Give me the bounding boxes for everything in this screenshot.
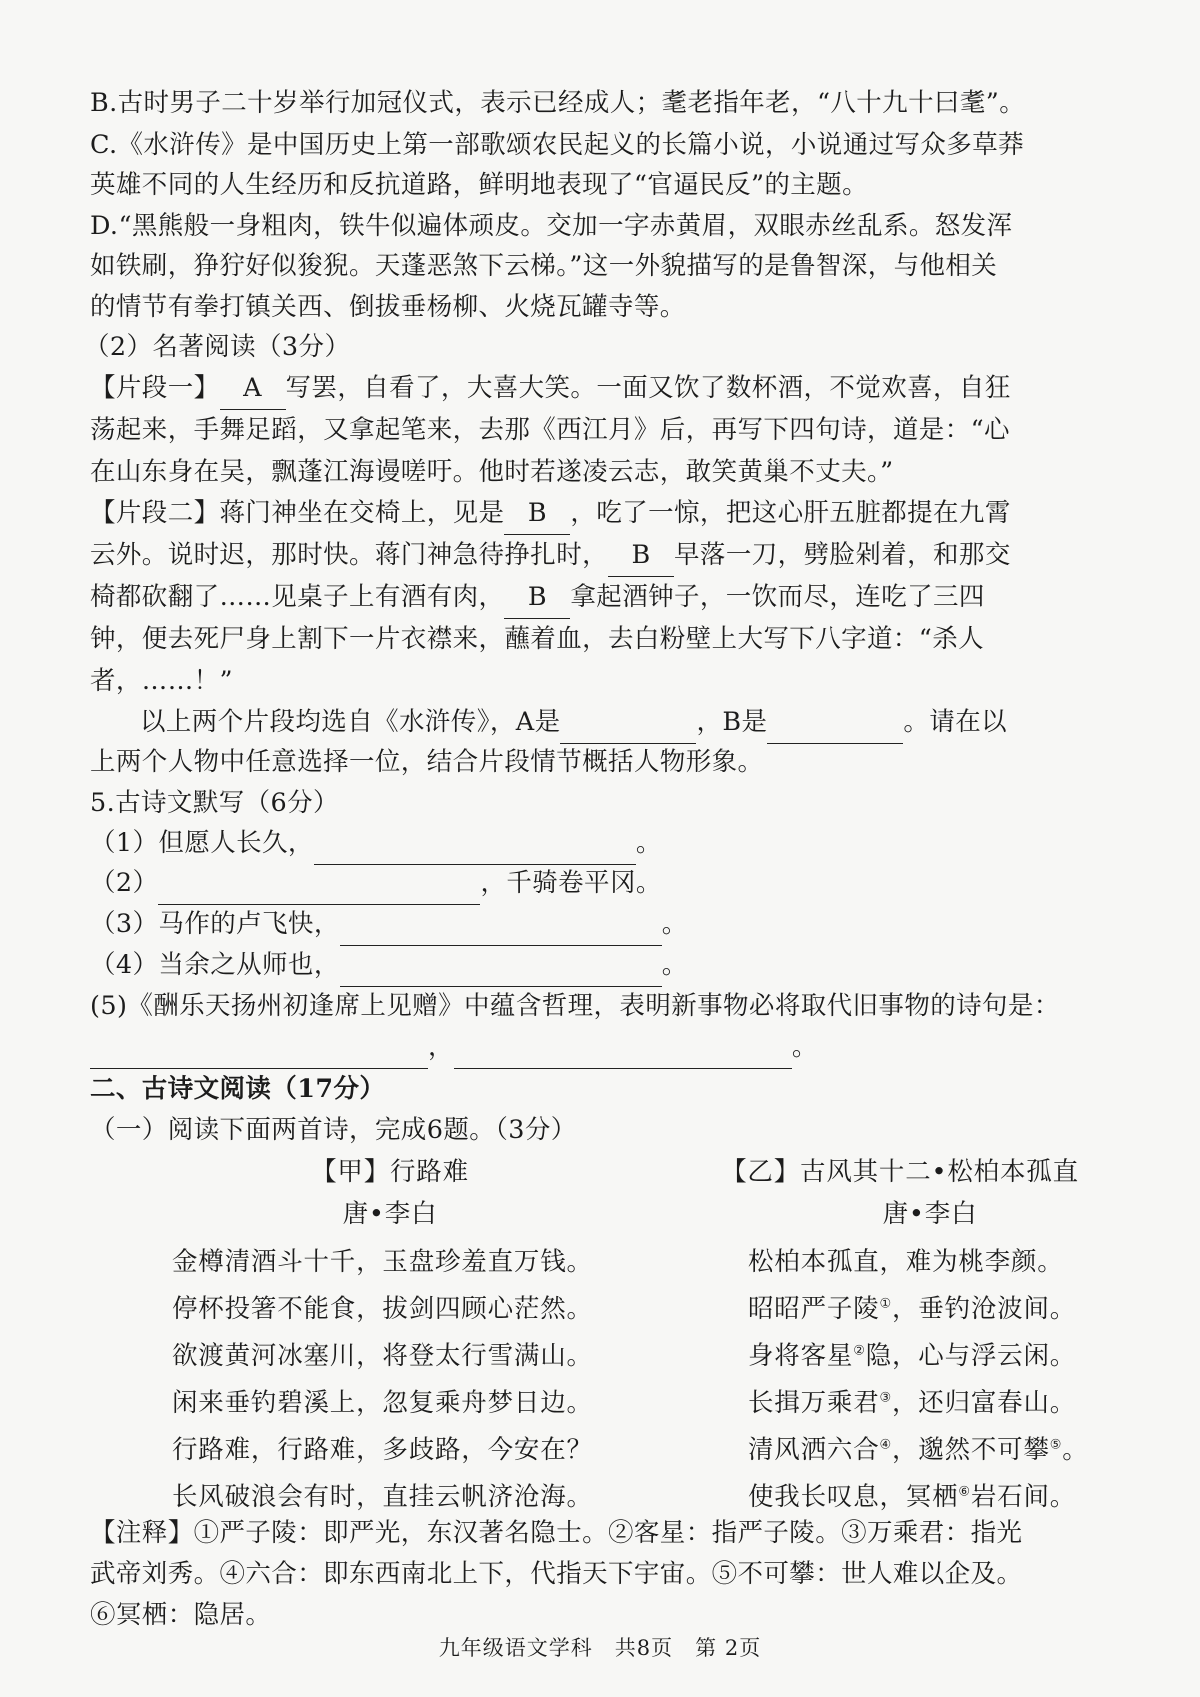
q5-item2 (90, 862, 662, 905)
q5-item2-blank[interactable] (158, 862, 480, 905)
poem-yi-line: 长揖万乘君③，还归富春山。 (748, 1388, 1077, 1418)
segment2-text-f: 拿起酒钟子，一饮而尽，连吃了三四 (570, 582, 985, 612)
page-footer: 九年级语文学科 共8页 第 2页 (438, 1636, 762, 1660)
q5-item5-blank1[interactable] (90, 1026, 428, 1069)
poem-yi-line: 松柏本孤直，难为桃李颜。 (748, 1247, 1064, 1277)
q5-item1 (90, 822, 662, 865)
q5-item1-period: 。 (635, 828, 662, 858)
q5-item2-text: ，千骑卷平冈。 (480, 868, 662, 898)
ask-text-b: ，B是 (696, 707, 768, 737)
q5-item4-blank[interactable] (340, 944, 662, 987)
poem-jia-line: 欲渡黄河冰塞川，将登太行雪满山。 (172, 1341, 593, 1371)
ask-text-c: 。请在以 (903, 707, 1008, 737)
segment1-label: 【片段一】 (90, 373, 220, 403)
note-marker: ③ (879, 1390, 892, 1406)
note-marker: ④ (879, 1437, 892, 1453)
poem-yi-body (748, 1239, 1089, 1521)
segment2-label: 【片段二】 (90, 498, 220, 528)
segment2-line3 (90, 576, 985, 619)
notes-line3: ⑥冥栖：隐居。 (90, 1600, 272, 1630)
q5-item5-period: 。 (791, 1032, 818, 1062)
poem-jia-body (172, 1239, 593, 1521)
poem-yi-line: 清风洒六合④，邈然不可攀⑤。 (748, 1435, 1089, 1465)
q5-item1-text: （1）但愿人长久， (90, 828, 314, 858)
poem-yi-title: 【乙】古风其十二•松柏本孤直 (721, 1157, 1079, 1187)
note-marker: ② (853, 1343, 866, 1359)
q5-item1-blank[interactable] (314, 822, 636, 865)
blank-b-1[interactable]: B (504, 492, 570, 535)
note-marker: ⑥ (958, 1484, 971, 1500)
notes-line2: 武帝刘秀。④六合：即东西南北上下，代指天下宇宙。⑤不可攀：世人难以企及。 (90, 1559, 1023, 1589)
q5-item5-comma: ， (428, 1032, 454, 1062)
poem-jia-author: 唐•李白 (342, 1199, 438, 1229)
q5-item5-blank2[interactable] (454, 1026, 792, 1069)
poem-yi-line: 使我长叹息，冥栖⑥岩石间。 (748, 1482, 1077, 1512)
segment1-text: 写罢，自看了，大喜大笑。一面又饮了数杯酒，不觉欢喜，自狂 (285, 373, 1011, 403)
segment2-line2 (90, 534, 1011, 577)
q5-item4-period: 。 (661, 950, 688, 980)
poem-jia-line: 行路难，行路难，多歧路，今安在？ (172, 1435, 593, 1465)
q4-2-heading: （2）名著阅读（3分） (84, 332, 351, 362)
blank-b-3[interactable]: B (504, 576, 570, 619)
option-b: B.古时男子二十岁举行加冠仪式，表示已经成人；耄老指年老，“八十九十曰耄”。 (90, 88, 1026, 118)
poem-yi-author: 唐•李白 (882, 1199, 978, 1229)
segment2-text-c: 云外。说时迟，那时快。蒋门神急待挣扎时， (90, 540, 609, 570)
section2-sub1: （一）阅读下面两首诗，完成6题。（3分） (90, 1115, 577, 1145)
q5-heading: 5.古诗文默写（6分） (90, 788, 339, 818)
poem-yi-line: 身将客星②隐，心与浮云闲。 (748, 1341, 1077, 1371)
segment1-line3: 在山东身在吴，飘蓬江海谩嗟吁。他时若遂凌云志，敢笑黄巢不丈夫。” (90, 457, 894, 487)
q5-item3-period: 。 (661, 909, 688, 939)
segment2-text-e: 椅都砍翻了……见桌子上有酒有肉， (90, 582, 505, 612)
q5-item4 (90, 944, 688, 987)
q5-item5-answer (90, 1026, 818, 1069)
segment2-line1 (90, 492, 1011, 535)
poem-jia-line: 金樽清酒斗十千，玉盘珍羞直万钱。 (172, 1247, 593, 1277)
notes-line1: 【注释】①严子陵：即严光，东汉著名隐士。②客星：指严子陵。③万乘君：指光 (90, 1518, 1023, 1548)
poem-yi-line: 昭昭严子陵①，垂钓沧波间。 (748, 1294, 1077, 1324)
segment2-line5: 者，……！” (90, 666, 233, 696)
q5-item3 (90, 903, 688, 946)
note-marker: ① (879, 1296, 892, 1312)
q5-item3-text: （3）马作的卢飞快， (90, 909, 340, 939)
question-ask-line2: 上两个人物中任意选择一位，结合片段情节概括人物形象。 (90, 747, 764, 777)
answer-blank-b[interactable] (767, 701, 903, 744)
blank-b-2[interactable]: B (608, 534, 674, 577)
q5-item4-text: （4）当余之从师也， (90, 950, 340, 980)
segment1-line2: 荡起来，手舞足蹈，又拿起笔来，去那《西江月》后，再写下四句诗，道是：“心 (90, 415, 1010, 445)
segment1-line1 (90, 367, 1011, 410)
ask-text-a: 以上两个片段均选自《水浒传》，A是 (140, 707, 561, 737)
poem-jia-line: 长风破浪会有时，直挂云帆济沧海。 (172, 1482, 593, 1512)
q5-item2-num: （2） (90, 868, 159, 898)
option-c-line1: C.《水浒传》是中国历史上第一部歌颂农民起义的长篇小说，小说通过写众多草莽 (90, 130, 1025, 160)
blank-a[interactable]: A (220, 367, 286, 410)
answer-blank-a[interactable] (560, 701, 696, 744)
poem-jia-line: 闲来垂钓碧溪上，忽复乘舟梦日边。 (172, 1388, 593, 1418)
option-d-line1: D.“黑熊般一身粗肉，铁牛似遍体顽皮。交加一字赤黄眉，双眼赤丝乱系。怒发浑 (90, 211, 1013, 241)
option-d-line2: 如铁刷，狰狞好似狻猊。天蓬恶煞下云梯。”这一外貌描写的是鲁智深，与他相关 (90, 251, 998, 281)
question-ask-line1 (140, 701, 1007, 744)
poem-jia-line: 停杯投箸不能食，拔剑四顾心茫然。 (172, 1294, 593, 1324)
option-c-line2: 英雄不同的人生经历和反抗道路，鲜明地表现了“官逼民反”的主题。 (90, 170, 868, 200)
q5-item5: (5)《酬乐天扬州初逢席上见赠》中蕴含哲理，表明新事物必将取代旧事物的诗句是： (90, 991, 1060, 1021)
note-marker: ⑤ (1049, 1437, 1063, 1453)
segment2-text-d: 早落一刀，劈脸剁着，和那交 (674, 540, 1011, 570)
q5-item3-blank[interactable] (340, 903, 662, 946)
poem-jia-title: 【甲】行路难 (311, 1157, 469, 1187)
segment2-text-b: ，吃了一惊，把这心肝五脏都提在九霄 (570, 498, 1011, 528)
segment2-text-a: 蒋门神坐在交椅上，见是 (219, 498, 505, 528)
section2-heading: 二、古诗文阅读（17分） (90, 1074, 386, 1104)
option-d-line3: 的情节有拳打镇关西、倒拔垂杨柳、火烧瓦罐寺等。 (90, 292, 686, 322)
segment2-line4: 钟，便去死尸身上割下一片衣襟来，蘸着血，去白粉壁上大写下八字道：“杀人 (90, 624, 985, 654)
